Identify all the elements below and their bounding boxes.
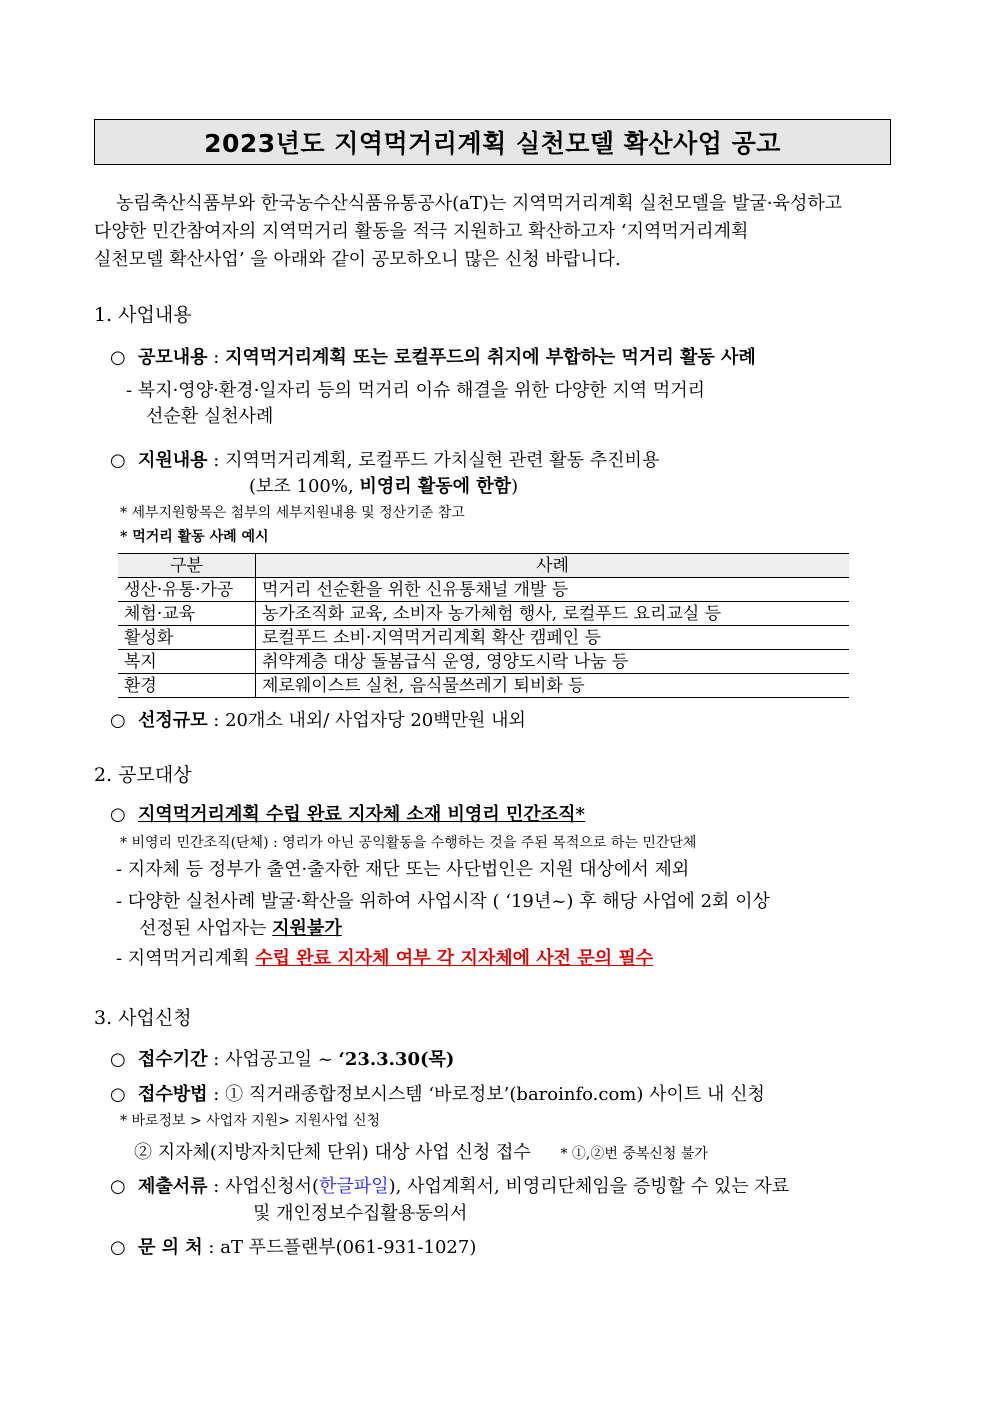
table-cell: 체험·교육: [118, 602, 256, 626]
warning-text: 수립 완료 지자체 여부 각 지자체에 사전 문의 필수: [255, 948, 654, 969]
table-cell: 로컬푸드 소비·지역먹거리계획 확산 캠페인 등: [256, 626, 850, 650]
table-cell: 생산·유통·가공: [118, 578, 256, 602]
item-text: 사업공고일 ~: [225, 1049, 339, 1070]
table-cell: 취약계층 대상 돌봄급식 운영, 영양도시락 나눔 등: [256, 650, 850, 674]
item-text: ), 사업계획서, 비영리단체임을 증빙할 수 있는 자료: [388, 1176, 790, 1197]
hwp-file-link: 한글파일: [319, 1176, 389, 1197]
table-cell: 활성화: [118, 626, 256, 650]
separator: :: [202, 1237, 221, 1258]
item-text: aT 푸드플랜부(061-931-1027): [220, 1237, 477, 1258]
target-text: 지역먹거리계획 수립 완료 지자체 소재 비영리 민간조직*: [138, 804, 585, 825]
item-text: 지역먹거리계획 또는 로컬푸드의 취지에 부합하는 먹거리 활동 사례: [225, 347, 756, 368]
separator: :: [207, 710, 226, 731]
contact: [110, 1233, 476, 1259]
intro-line: 실천모델 확산사업’ 을 아래와 같이 공모하오니 많은 신청 바랍니다.: [94, 249, 621, 270]
section-heading-2: 2. 공모대상: [94, 764, 192, 786]
target-sub: - 다양한 실천사례 발굴·확산을 위하여 사업시작 ( ‘19년~) 후 해당 사업에 2회 이상: [116, 891, 770, 912]
target-sub: [116, 944, 653, 970]
item-label: 문 의 처: [138, 1237, 203, 1258]
item-text: 20개소 내외/ 사업자당 20백만원 내외: [225, 710, 526, 731]
note: * ①,②번 중복신청 불가: [560, 1146, 708, 1162]
apply-period: [110, 1045, 454, 1071]
separator: :: [207, 1049, 226, 1070]
bullet: ○: [110, 1049, 126, 1070]
target-main: [110, 800, 585, 826]
item-label: 공모내용: [138, 347, 208, 368]
table-cell: 먹거리 선순환을 위한 신유통채널 개발 등: [256, 578, 850, 602]
bullet: ○: [110, 1084, 126, 1105]
note: * 비영리 민간조직(단체) : 영리가 아닌 공익활동을 수행하는 것을 주된 목적으로 하는 민간단체: [120, 835, 697, 851]
apply-method: [110, 1080, 765, 1106]
note: * 바로정보 > 사업자 지원> 지원사업 신청: [120, 1113, 381, 1129]
plain-text: 선정된 사업자는: [139, 918, 273, 939]
section-heading-1: 1. 사업내용: [94, 304, 192, 326]
table-cell: 복지: [118, 650, 256, 674]
section-heading-3: 3. 사업신청: [94, 1007, 192, 1029]
table-header: 구분: [118, 554, 256, 578]
bullet: ○: [110, 450, 126, 471]
item-text: ② 지자체(지방자치단체 단위) 대상 사업 신청 접수: [134, 1142, 531, 1163]
item-text: ① 직거래종합정보시스템 ‘바로정보’(baroinfo.com) 사이트 내 신청: [225, 1084, 765, 1105]
item-scale: [110, 706, 526, 732]
bullet: ○: [110, 710, 126, 731]
item-label: 접수기간: [138, 1049, 208, 1070]
table-cell: 제로웨이스트 실천, 음식물쓰레기 퇴비화 등: [256, 674, 850, 698]
item-label: 제출서류: [138, 1176, 208, 1197]
bullet: ○: [110, 1176, 126, 1197]
intro-line: 농림축산식품부와 한국농수산식품유통공사(aT)는 지역먹거리계획 실천모델을 발굴·육성하고: [116, 193, 843, 214]
bullet: ○: [110, 347, 126, 368]
bold-text: 지원불가: [272, 918, 342, 939]
target-sub: - 지자체 등 정부가 출연·출자한 재단 또는 사단법인은 지원 대상에서 제외: [116, 859, 690, 880]
item-label: 지원내용: [138, 450, 208, 471]
bullet: ○: [110, 804, 126, 825]
item-label: 선정규모: [138, 710, 208, 731]
note: * 세부지원항목은 첨부의 세부지원내용 및 정산기준 참고: [120, 505, 465, 521]
intro-line: 다양한 민간참여자의 지역먹거리 활동을 적극 지원하고 확산하고자 ‘지역먹거리계획: [94, 221, 749, 242]
table-row: [118, 578, 849, 602]
bold-text: 비영리 활동에 한함: [359, 476, 512, 497]
table-row: [118, 602, 849, 626]
item-sub: - 복지·영양·환경·일자리 등의 먹거리 이슈 해결을 위한 다양한 지역 먹거리: [126, 380, 705, 401]
bullet: ○: [110, 1237, 126, 1258]
page-title: 2023년도 지역먹거리계획 실천모델 확산사업 공고: [94, 119, 891, 165]
example-table: [118, 553, 849, 698]
item-text: 지역먹거리계획, 로컬푸드 가치실현 관련 활동 추진비용: [225, 450, 660, 471]
item-support-sub: [249, 472, 518, 498]
table-cell: 농가조직화 교육, 소비자 농가체험 행사, 로컬푸드 요리교실 등: [256, 602, 850, 626]
separator: :: [207, 1176, 226, 1197]
paren-text: ): [511, 476, 519, 497]
separator: :: [207, 450, 226, 471]
paren-text: (보조 100%,: [249, 476, 360, 497]
item-text: 사업신청서(: [225, 1176, 320, 1197]
apply-method-2: [134, 1138, 708, 1164]
table-row: [118, 650, 849, 674]
item-support: [110, 446, 659, 472]
item-sub: 선순환 실천사례: [146, 406, 274, 427]
plain-text: - 지역먹거리계획: [116, 948, 256, 969]
apply-docs: [110, 1172, 789, 1198]
item-label: 접수방법: [138, 1084, 208, 1105]
item-content: [110, 343, 756, 369]
apply-docs-line2: 및 개인정보수집활용동의서: [253, 1203, 468, 1224]
table-row: [118, 626, 849, 650]
table-header-row: [118, 554, 849, 578]
table-cell: 환경: [118, 674, 256, 698]
target-sub: [139, 914, 342, 940]
separator: :: [207, 347, 226, 368]
note: * 먹거리 활동 사례 예시: [120, 529, 269, 545]
separator: :: [207, 1084, 226, 1105]
intro-paragraph: [94, 190, 894, 274]
bold-text: ‘23.3.30(목): [338, 1049, 455, 1070]
table-row: [118, 674, 849, 698]
table-header: 사례: [256, 554, 850, 578]
